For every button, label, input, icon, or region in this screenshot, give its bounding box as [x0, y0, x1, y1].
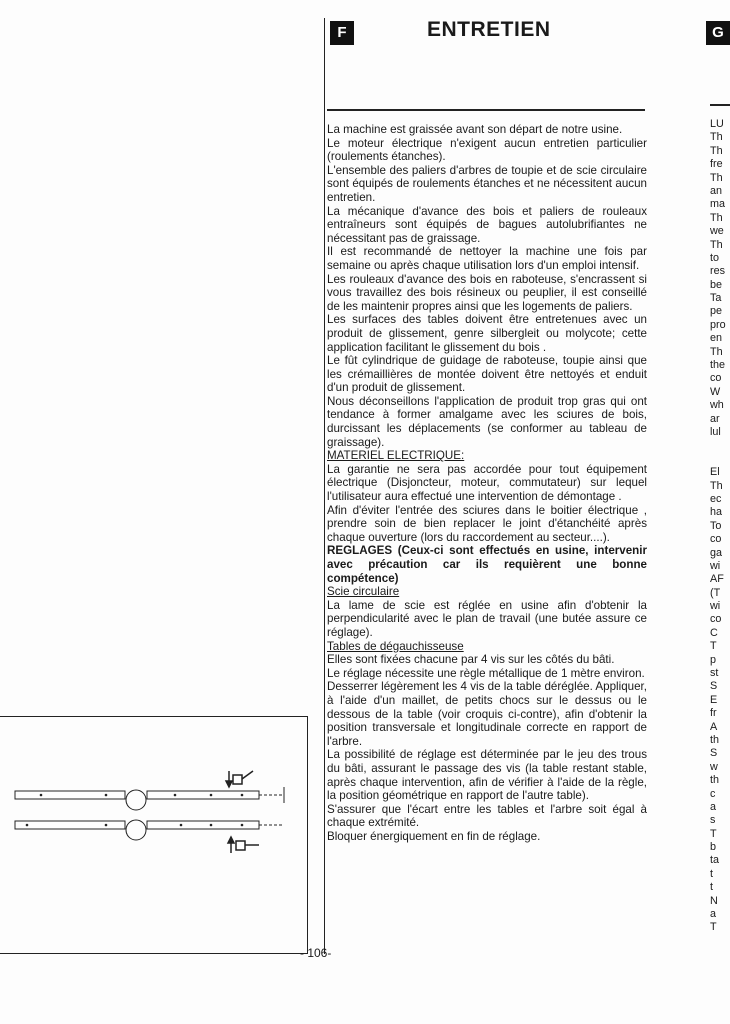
fragment-line — [710, 453, 724, 466]
fragment-line: co — [710, 372, 722, 385]
language-badge: F — [330, 21, 354, 45]
fragment-line: ha — [710, 506, 723, 519]
fragment-line: ga — [710, 546, 723, 559]
fragment-line: th — [710, 733, 720, 746]
paragraph: Nous déconseillons l'application de produit trop gras qui ont tendance à former amalgame avec les sciures de bois, durcissant les déplacements (se conformer au tableau de graissage). — [327, 394, 647, 449]
title-rule-right — [710, 104, 730, 106]
fragment-line: E — [710, 693, 718, 706]
paragraph: Bloquer énergiquement en fin de réglage. — [327, 829, 541, 843]
paragraph: Afin d'éviter l'entrée des sciures dans le boitier électrique , prendre soin de bien replacer le joint d'étanchéité après chaque ouverture (lors du raccordement au secteur....). — [327, 503, 647, 544]
main-text — [327, 123, 647, 843]
fragment-line: res — [710, 265, 725, 278]
fragment-line: the — [710, 359, 726, 372]
paragraph: Les rouleaux d'avance des bois en raboteuse, s'encrassent si vous travaillez des bois résineux ou peuplier, il est conseillé de les maintenir propres ainsi que les logements de paliers. — [327, 272, 647, 313]
fragment-line: Th — [710, 171, 723, 184]
paragraph: La garantie ne sera pas accordée pour tout équipement électrique (Disjoncteur, moteur, commutateur) sur lequel l'utilisateur aura effectué une intervention de démontage . — [327, 462, 647, 504]
fragment-line: wh — [710, 399, 724, 412]
fragment-line: fr — [710, 707, 717, 720]
fragment-line: S — [710, 747, 718, 760]
fragment-line: st — [710, 667, 719, 680]
fragment-line: ar — [710, 412, 720, 425]
paragraph: Il est recommandé de nettoyer la machine une fois par semaine ou après chaque utilisation lors d'un emploi intensif. — [327, 245, 647, 272]
paragraph: Desserrer légèrement les 4 vis de la table déréglée. Appliquer, à l'aide d'un maillet, de petits chocs sur le dessus ou le dessous de la table (voir croquis ci-contre), afin d'obtenir la position transversale et longitudinale correcte en rapport de l'arbre. — [327, 680, 647, 748]
right-column-fragment — [710, 118, 724, 935]
paragraph: La machine est graissée avant son départ de notre usine. — [327, 123, 623, 136]
paragraph: Les surfaces des tables doivent être entretenues avec un produit de glissement, genre silbergleit ou molycote; cette application facilitant le glissement du bois . — [327, 313, 647, 354]
fragment-line: AF — [710, 573, 724, 586]
fragment-line: Th — [710, 345, 723, 358]
bold-heading: REGLAGES (Ceux-ci sont effectués en usine, intervenir avec précaution car ils requièrent une bonne compétence) — [327, 544, 647, 585]
paragraph: Elles sont fixées chacune par 4 vis sur les côtés du bâti. — [327, 653, 615, 667]
fragment-line: fre — [710, 158, 723, 171]
fragment-line: C — [710, 626, 718, 639]
fragment-line: Th — [710, 211, 723, 224]
fragment-line: LU — [710, 118, 724, 130]
cutter-shaft-lower — [126, 820, 146, 840]
fragment-line: Th — [710, 238, 723, 251]
section-heading: Scie circulaire — [327, 585, 400, 599]
fragment-line: wi — [710, 600, 721, 613]
fragment-line: ta — [710, 854, 720, 867]
mallet-icon-upper — [226, 771, 253, 787]
fragment-line: t — [710, 867, 713, 880]
section-heading: MATERIEL ELECTRIQUE: — [327, 449, 465, 463]
fragment-line: Th — [710, 144, 723, 157]
figure-box — [0, 716, 308, 954]
paragraph: Le réglage nécessite une règle métallique de 1 mètre environ. — [327, 666, 645, 680]
fragment-line: pe — [710, 305, 723, 318]
paragraph: S'assurer que l'écart entre les tables et l'arbre soit égal à chaque extrémité. — [327, 802, 647, 830]
fragment-line: ma — [710, 198, 725, 211]
paragraph: La possibilité de réglage est déterminée par le jeu des trous du bâti, assurant le passage des vis (la table restant stable, après chaque intervention, afin de vérifier à l'aide de la règle, la position géométrique en rapport de l'autre table). — [327, 748, 647, 803]
fragment-line: El — [710, 466, 720, 479]
page-title: ENTRETIEN — [427, 18, 551, 41]
fragment-line: Th — [710, 131, 723, 144]
fragment-line — [710, 439, 724, 452]
fragment-line: w — [710, 760, 718, 773]
fragment-line: th — [710, 774, 720, 787]
fragment-line: en — [710, 332, 723, 345]
fragment-line: a — [710, 800, 717, 813]
fragment-line: N — [710, 894, 718, 907]
fragment-line: p — [710, 653, 717, 666]
language-badge-right: G — [706, 21, 730, 45]
column-divider — [324, 18, 325, 954]
fragment-line: A — [710, 720, 718, 733]
fragment-line: T — [710, 827, 717, 840]
paragraph: Le moteur électrique n'exigent aucun entretien particulier (roulements étanches). — [327, 136, 647, 164]
fragment-line: To — [710, 519, 722, 532]
paragraph: L'ensemble des paliers d'arbres de toupie et de scie circulaire sont équipés de roulements étanches et ne nécessitent aucun entretien. — [327, 163, 647, 204]
fragment-line: Th — [710, 479, 723, 492]
fragment-line: co — [710, 613, 722, 626]
fragment-line: W — [710, 385, 721, 398]
fragment-line: co — [710, 533, 722, 546]
fragment-line: we — [710, 225, 724, 238]
fragment-line: b — [710, 841, 717, 854]
fragment-line: a — [710, 908, 717, 921]
page-number: - 106- — [300, 946, 332, 960]
paragraph: Le fût cylindrique de guidage de raboteuse, toupie ainsi que les crémaillières de montée doivent être nettoyés et enduit d'un produit de glissement. — [327, 354, 647, 395]
infeed-table-upper — [15, 791, 125, 799]
fragment-line: ec — [710, 492, 722, 505]
fragment-line: c — [710, 787, 716, 800]
fragment-line: t — [710, 881, 713, 894]
fragment-line: T — [710, 640, 717, 653]
paragraph: La lame de scie est réglée en usine afin d'obtenir la perpendicularité avec le plan de travail (une butée assure ce réglage). — [327, 598, 647, 639]
fragment-line: pro — [710, 318, 726, 331]
fragment-line: wi — [710, 559, 721, 572]
mallet-icon-lower — [228, 837, 259, 853]
cutter-shaft-upper — [126, 790, 146, 810]
infeed-table-lower — [15, 821, 125, 829]
fragment-line: s — [710, 814, 716, 827]
fragment-line: to — [710, 251, 720, 264]
title-rule — [327, 109, 645, 111]
fragment-line: lul — [710, 425, 721, 438]
fragment-line: Ta — [710, 292, 722, 305]
fragment-line: T — [710, 921, 717, 934]
paragraph: La mécanique d'avance des bois et paliers de rouleaux entraîneurs sont équipés de bagues autolubrifiantes ne nécessitant pas de graissage. — [327, 204, 647, 245]
fragment-line: an — [710, 184, 723, 197]
section-heading: Tables de dégauchisseuse — [327, 639, 464, 653]
fragment-line: (T — [710, 586, 721, 599]
fragment-line: be — [710, 278, 723, 291]
table-adjustment-diagram — [0, 717, 306, 952]
fragment-line: S — [710, 680, 718, 693]
